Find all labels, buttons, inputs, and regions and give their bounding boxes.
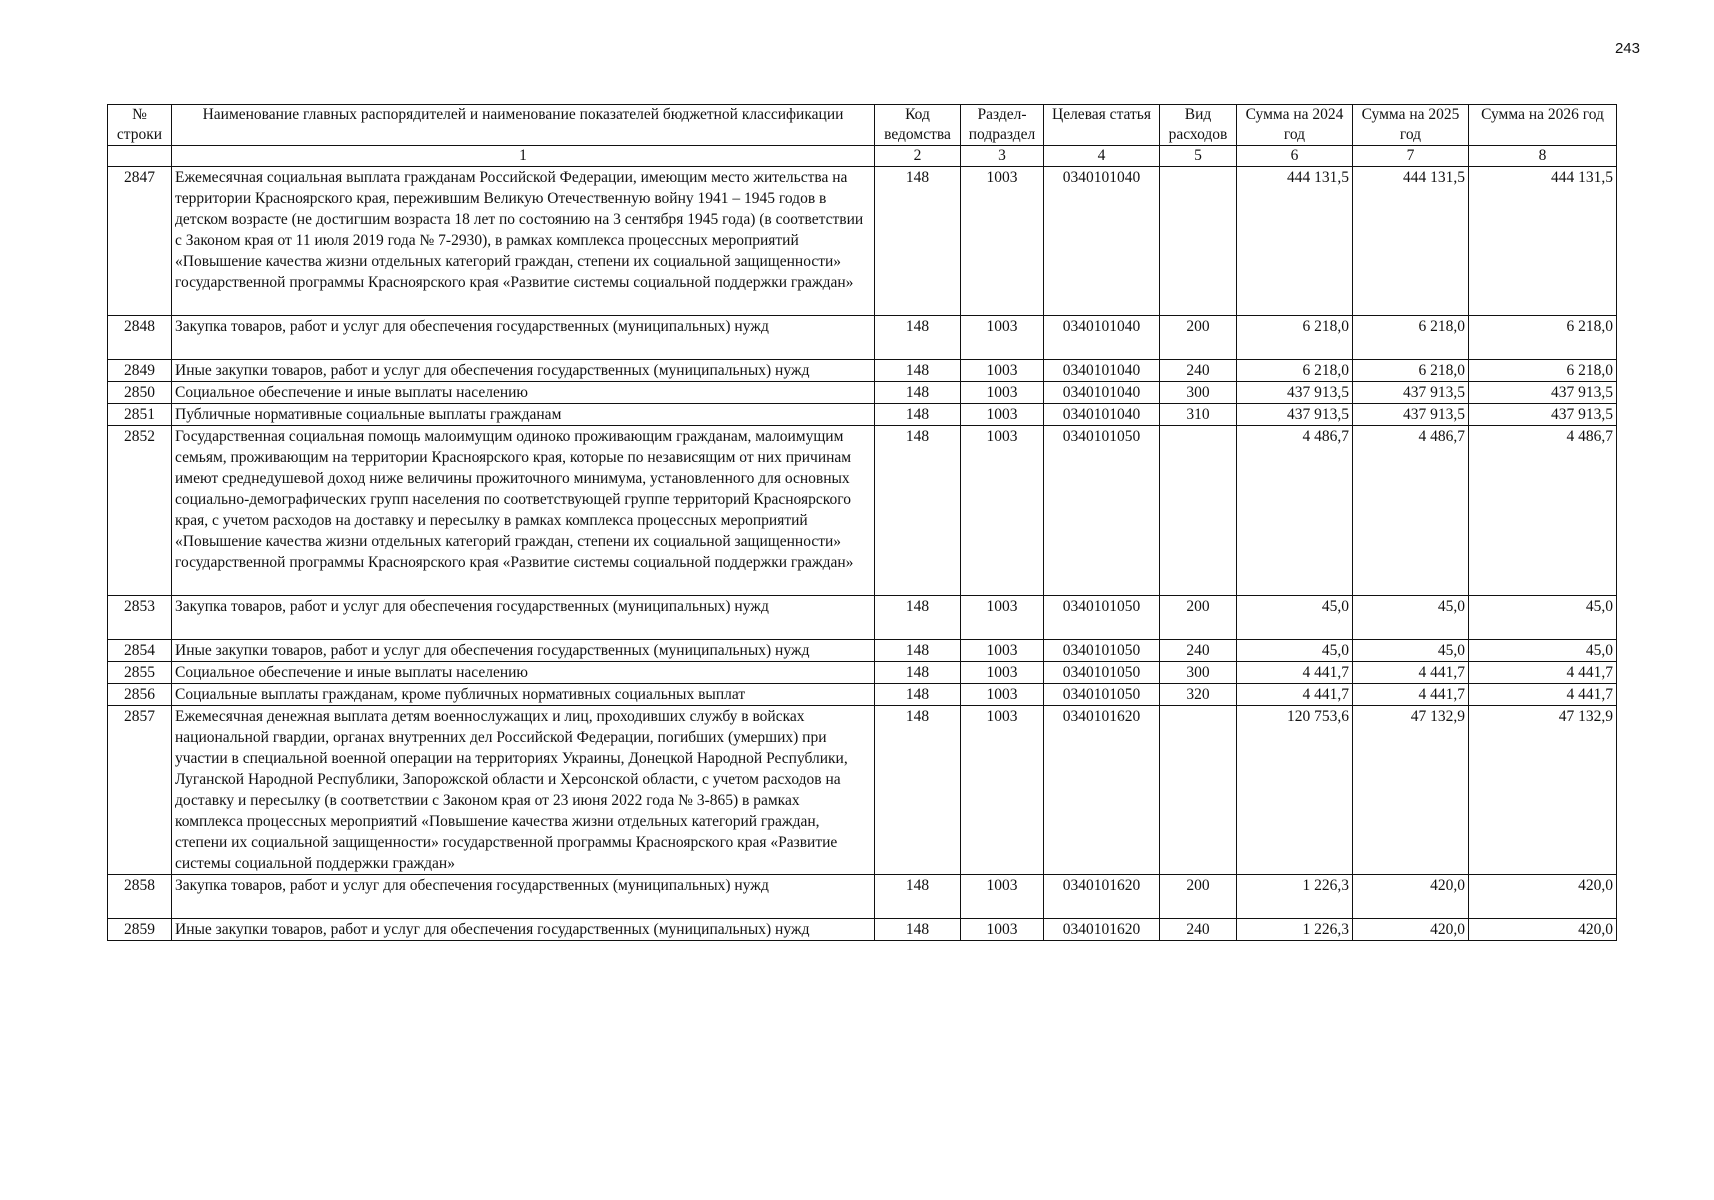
expense-type: 240 bbox=[1160, 360, 1237, 382]
sum-2025: 420,0 bbox=[1353, 919, 1469, 941]
column-number: 8 bbox=[1469, 146, 1617, 167]
section-code: 1003 bbox=[961, 382, 1044, 404]
section-code: 1003 bbox=[961, 706, 1044, 875]
row-name: Ежемесячная денежная выплата детям военнослужащих и лиц, проходивших службу в войсках национальной гвардии, органах внутренних дел Российской Федерации, погибших (умерших) при участии в специальной военной операции на территориях Украины, Донецкой Народной Республики, Луганской Народной Республики, Запорожской области и Херсонской области, с учетом расходов на доставку и пересылку (в соответствии с Законом края от 23 июня 2022 года № 3-865) в рамках комплекса процессных мероприятий «Повышение качества жизни отдельных категорий граждан, степени их социальной защищенности» государственной программы Красноярского края «Развитие системы социальной поддержки граждан» bbox=[172, 706, 875, 875]
target-code: 0340101620 bbox=[1044, 919, 1160, 941]
sum-2026: 444 131,5 bbox=[1469, 167, 1617, 316]
row-number: 2854 bbox=[108, 640, 172, 662]
sum-2024: 45,0 bbox=[1237, 596, 1353, 640]
section-code: 1003 bbox=[961, 640, 1044, 662]
expense-type: 240 bbox=[1160, 919, 1237, 941]
table-row bbox=[108, 662, 1617, 684]
sum-2026: 47 132,9 bbox=[1469, 706, 1617, 875]
column-number: 3 bbox=[961, 146, 1044, 167]
row-number: 2859 bbox=[108, 919, 172, 941]
sum-2025: 45,0 bbox=[1353, 640, 1469, 662]
column-number: 2 bbox=[875, 146, 961, 167]
table-row bbox=[108, 426, 1617, 596]
row-number: 2853 bbox=[108, 596, 172, 640]
row-number: 2851 bbox=[108, 404, 172, 426]
table-row bbox=[108, 640, 1617, 662]
header-name: Наименование главных распорядителей и наименование показателей бюджетной классификации bbox=[172, 105, 875, 146]
sum-2025: 6 218,0 bbox=[1353, 316, 1469, 360]
expense-type: 200 bbox=[1160, 316, 1237, 360]
sum-2025: 47 132,9 bbox=[1353, 706, 1469, 875]
sum-2025: 4 441,7 bbox=[1353, 684, 1469, 706]
row-name: Публичные нормативные социальные выплаты гражданам bbox=[172, 404, 875, 426]
row-name: Социальные выплаты гражданам, кроме публичных нормативных социальных выплат bbox=[172, 684, 875, 706]
dept-code: 148 bbox=[875, 382, 961, 404]
sum-2026: 4 441,7 bbox=[1469, 684, 1617, 706]
column-number: 4 bbox=[1044, 146, 1160, 167]
row-number: 2855 bbox=[108, 662, 172, 684]
column-number: 5 bbox=[1160, 146, 1237, 167]
dept-code: 148 bbox=[875, 640, 961, 662]
row-name: Государственная социальная помощь малоимущим одиноко проживающим гражданам, малоимущим семьям, проживающим на территории Красноярского края, которые по независящим от них причинам имеют среднедушевой доход ниже величины прожиточного минимума, установленного для основных социально-демографических групп населения по соответствующей группе территорий Красноярского края, с учетом расходов на доставку и пересылку в рамках комплекса процессных мероприятий «Повышение качества жизни отдельных категорий граждан, степени их социальной защищенности» государственной программы Красноярского края «Развитие системы социальной поддержки граждан» bbox=[172, 426, 875, 596]
sum-2024: 1 226,3 bbox=[1237, 919, 1353, 941]
dept-code: 148 bbox=[875, 316, 961, 360]
column-number: 1 bbox=[172, 146, 875, 167]
row-number: 2852 bbox=[108, 426, 172, 596]
target-code: 0340101050 bbox=[1044, 596, 1160, 640]
target-code: 0340101040 bbox=[1044, 316, 1160, 360]
sum-2025: 4 486,7 bbox=[1353, 426, 1469, 596]
table-row bbox=[108, 360, 1617, 382]
sum-2026: 437 913,5 bbox=[1469, 404, 1617, 426]
sum-2025: 4 441,7 bbox=[1353, 662, 1469, 684]
row-name: Закупка товаров, работ и услуг для обеспечения государственных (муниципальных) нужд bbox=[172, 316, 875, 360]
table-row bbox=[108, 684, 1617, 706]
row-number: 2847 bbox=[108, 167, 172, 316]
section-code: 1003 bbox=[961, 596, 1044, 640]
section-code: 1003 bbox=[961, 316, 1044, 360]
header-section: Раздел-подраздел bbox=[961, 105, 1044, 146]
row-name: Социальное обеспечение и иные выплаты населению bbox=[172, 662, 875, 684]
sum-2026: 437 913,5 bbox=[1469, 382, 1617, 404]
dept-code: 148 bbox=[875, 426, 961, 596]
header-sum-2025: Сумма на 2025 год bbox=[1353, 105, 1469, 146]
sum-2026: 4 441,7 bbox=[1469, 662, 1617, 684]
section-code: 1003 bbox=[961, 404, 1044, 426]
header-row bbox=[108, 105, 1617, 146]
section-code: 1003 bbox=[961, 167, 1044, 316]
target-code: 0340101040 bbox=[1044, 167, 1160, 316]
row-name: Закупка товаров, работ и услуг для обеспечения государственных (муниципальных) нужд bbox=[172, 596, 875, 640]
header-row-number: № строки bbox=[108, 105, 172, 146]
row-name: Иные закупки товаров, работ и услуг для обеспечения государственных (муниципальных) нужд bbox=[172, 919, 875, 941]
sum-2024: 437 913,5 bbox=[1237, 404, 1353, 426]
row-name: Социальное обеспечение и иные выплаты населению bbox=[172, 382, 875, 404]
page-number: 243 bbox=[1614, 40, 1640, 57]
section-code: 1003 bbox=[961, 684, 1044, 706]
column-number bbox=[108, 146, 172, 167]
sum-2026: 420,0 bbox=[1469, 919, 1617, 941]
sum-2026: 45,0 bbox=[1469, 596, 1617, 640]
dept-code: 148 bbox=[875, 360, 961, 382]
sum-2024: 4 441,7 bbox=[1237, 684, 1353, 706]
sum-2024: 444 131,5 bbox=[1237, 167, 1353, 316]
column-number: 7 bbox=[1353, 146, 1469, 167]
sum-2025: 437 913,5 bbox=[1353, 382, 1469, 404]
row-number: 2858 bbox=[108, 875, 172, 919]
expense-type bbox=[1160, 706, 1237, 875]
header-dept-code: Код ведомства bbox=[875, 105, 961, 146]
sum-2025: 420,0 bbox=[1353, 875, 1469, 919]
sum-2024: 6 218,0 bbox=[1237, 360, 1353, 382]
sum-2024: 6 218,0 bbox=[1237, 316, 1353, 360]
sum-2024: 120 753,6 bbox=[1237, 706, 1353, 875]
row-number: 2856 bbox=[108, 684, 172, 706]
sum-2025: 45,0 bbox=[1353, 596, 1469, 640]
target-code: 0340101050 bbox=[1044, 640, 1160, 662]
expense-type bbox=[1160, 167, 1237, 316]
table-row bbox=[108, 706, 1617, 875]
row-name: Ежемесячная социальная выплата гражданам Российской Федерации, имеющим место жительства на территории Красноярского края, пережившим Великую Отечественную войну 1941 – 1945 годов в детском возрасте (не достигшим возраста 18 лет по состоянию на 3 сентября 1945 года) (в соответствии с Законом края от 11 июля 2019 года № 7-2930), в рамках комплекса процессных мероприятий «Повышение качества жизни отдельных категорий граждан, степени их социальной защищенности» государственной программы Красноярского края «Развитие системы социальной поддержки граждан» bbox=[172, 167, 875, 316]
dept-code: 148 bbox=[875, 684, 961, 706]
dept-code: 148 bbox=[875, 662, 961, 684]
header-sum-2024: Сумма на 2024 год bbox=[1237, 105, 1353, 146]
row-number: 2849 bbox=[108, 360, 172, 382]
sum-2024: 45,0 bbox=[1237, 640, 1353, 662]
sum-2026: 4 486,7 bbox=[1469, 426, 1617, 596]
column-number: 6 bbox=[1237, 146, 1353, 167]
table-row bbox=[108, 875, 1617, 919]
sum-2026: 45,0 bbox=[1469, 640, 1617, 662]
header-target: Целевая статья bbox=[1044, 105, 1160, 146]
sum-2025: 437 913,5 bbox=[1353, 404, 1469, 426]
table-row bbox=[108, 316, 1617, 360]
target-code: 0340101620 bbox=[1044, 706, 1160, 875]
section-code: 1003 bbox=[961, 426, 1044, 596]
dept-code: 148 bbox=[875, 875, 961, 919]
dept-code: 148 bbox=[875, 167, 961, 316]
target-code: 0340101040 bbox=[1044, 360, 1160, 382]
table-row bbox=[108, 382, 1617, 404]
budget-table bbox=[107, 104, 1617, 941]
table-row bbox=[108, 167, 1617, 316]
target-code: 0340101050 bbox=[1044, 426, 1160, 596]
expense-type: 300 bbox=[1160, 382, 1237, 404]
target-code: 0340101040 bbox=[1044, 382, 1160, 404]
sum-2024: 1 226,3 bbox=[1237, 875, 1353, 919]
sum-2024: 4 486,7 bbox=[1237, 426, 1353, 596]
expense-type: 200 bbox=[1160, 596, 1237, 640]
row-number: 2850 bbox=[108, 382, 172, 404]
dept-code: 148 bbox=[875, 706, 961, 875]
target-code: 0340101620 bbox=[1044, 875, 1160, 919]
section-code: 1003 bbox=[961, 875, 1044, 919]
header-expense-type: Вид расходов bbox=[1160, 105, 1237, 146]
sum-2026: 420,0 bbox=[1469, 875, 1617, 919]
table-row bbox=[108, 919, 1617, 941]
expense-type: 310 bbox=[1160, 404, 1237, 426]
header-sum-2026: Сумма на 2026 год bbox=[1469, 105, 1617, 146]
target-code: 0340101050 bbox=[1044, 684, 1160, 706]
expense-type: 200 bbox=[1160, 875, 1237, 919]
section-code: 1003 bbox=[961, 360, 1044, 382]
dept-code: 148 bbox=[875, 404, 961, 426]
sum-2026: 6 218,0 bbox=[1469, 360, 1617, 382]
table-row bbox=[108, 404, 1617, 426]
expense-type: 320 bbox=[1160, 684, 1237, 706]
row-number: 2848 bbox=[108, 316, 172, 360]
row-name: Иные закупки товаров, работ и услуг для обеспечения государственных (муниципальных) нужд bbox=[172, 640, 875, 662]
sum-2025: 444 131,5 bbox=[1353, 167, 1469, 316]
dept-code: 148 bbox=[875, 919, 961, 941]
table-row bbox=[108, 596, 1617, 640]
row-number: 2857 bbox=[108, 706, 172, 875]
row-name: Закупка товаров, работ и услуг для обеспечения государственных (муниципальных) нужд bbox=[172, 875, 875, 919]
section-code: 1003 bbox=[961, 919, 1044, 941]
expense-type: 300 bbox=[1160, 662, 1237, 684]
dept-code: 148 bbox=[875, 596, 961, 640]
sum-2024: 437 913,5 bbox=[1237, 382, 1353, 404]
sum-2025: 6 218,0 bbox=[1353, 360, 1469, 382]
expense-type bbox=[1160, 426, 1237, 596]
sum-2024: 4 441,7 bbox=[1237, 662, 1353, 684]
row-name: Иные закупки товаров, работ и услуг для обеспечения государственных (муниципальных) нужд bbox=[172, 360, 875, 382]
target-code: 0340101050 bbox=[1044, 662, 1160, 684]
section-code: 1003 bbox=[961, 662, 1044, 684]
column-number-row bbox=[108, 146, 1617, 167]
expense-type: 240 bbox=[1160, 640, 1237, 662]
sum-2026: 6 218,0 bbox=[1469, 316, 1617, 360]
target-code: 0340101040 bbox=[1044, 404, 1160, 426]
